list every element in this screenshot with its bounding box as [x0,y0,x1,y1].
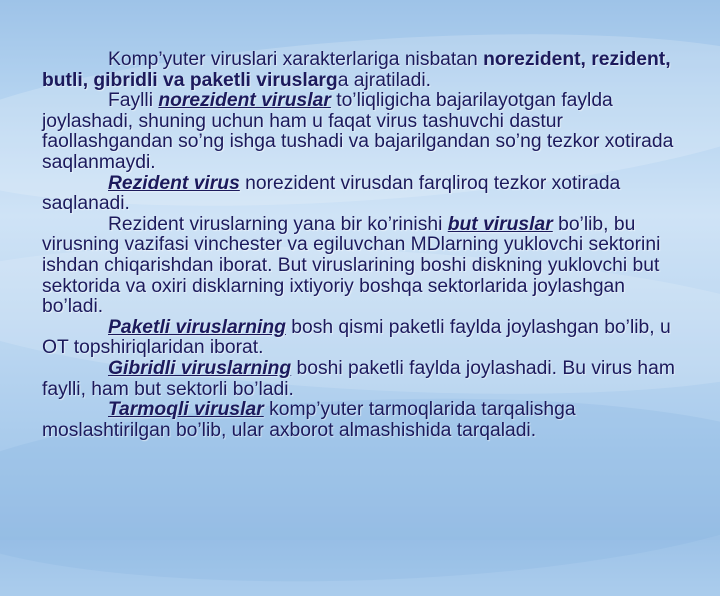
text-run: komp’yuter tarmoqlarida tarqalishga moslashtirilgan bo’lib, ular axborot almashishida tarqaladi. [42,399,576,441]
term-resident-virus: Rezident virus [108,172,240,194]
text-run: Komp’yuter viruslari xarakterlariga nisbatan [108,49,484,70]
term-boot-viruses: but viruslar [447,213,553,235]
paragraph-resident-virus [42,174,682,215]
paragraph-nonresident-viruses [42,91,682,173]
paragraph-batch-viruses [42,318,682,359]
paragraph-hybrid-viruses [42,359,682,400]
text-run: bosh qismi paketli faylda joylashgan bo’lib, u OT topshiriqlaridan iborat. [42,316,671,359]
text-run: Rezident viruslarning yana bir ko’rinishi [108,213,448,235]
term-network-viruses: Tarmoqli viruslar [108,399,264,421]
term-hybrid-viruses: Gibridli viruslarning [108,357,292,379]
text-run: a ajratiladi. [337,69,431,91]
paragraph-boot-viruses [42,215,682,318]
text-run: boshi paketli faylda joylashadi. Bu virus ham faylli, ham but sektorli bo’ladi. [42,357,675,400]
text-run: norezident virusdan farqliroq tezkor xotirada saqlanadi. [42,172,621,215]
text-run: bo’lib, bu virusning vazifasi vinchester va egiluvchan MDlarning yuklovchi sektorini ishdan chiqarishdan iborat. But viruslarining boshi diskning yuklovchi but sektorida va oxiri disklarning ixtiyoriy boshqa sektorlarida joylashgan bo’ladi. [42,213,661,318]
paragraph-virus-classification [42,50,682,91]
text-run: to’liqligicha bajarilayotgan faylda joylashadi, shuning uchun ham u faqat virus tashuvchi dastur faollashgandan so’ng ishga tushadi va bajarilgandan so’ng tezkor xotirada saqlanmaydi. [42,90,674,173]
emphasis-virus-types: norezident, rezident, butli, gibridli va paketli viruslarg [42,49,671,91]
paragraph-network-viruses [42,400,682,441]
term-batch-viruses: Paketli viruslarning [108,316,286,338]
text-run: Faylli [108,90,159,112]
term-nonresident-viruses: norezident viruslar [158,90,331,112]
slide-body-text [42,50,682,441]
